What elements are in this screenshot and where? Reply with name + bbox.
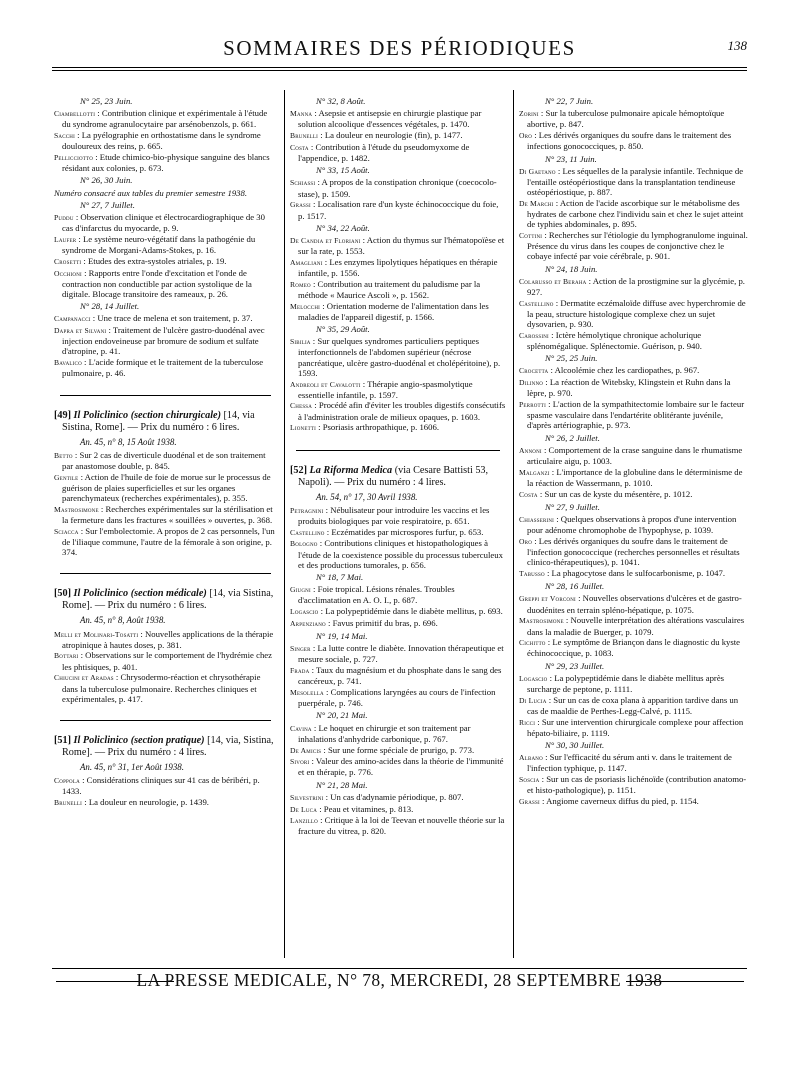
article-title: : Action de la prostigmine sur la glycémie, p. 927.	[527, 275, 745, 297]
article-entry	[290, 177, 506, 198]
article-author: Giugni	[290, 585, 311, 595]
article-author: Mesolella	[290, 688, 324, 698]
journal-issue: An. 45, n° 8, 15 Août 1938.	[80, 436, 177, 447]
article-entry	[519, 365, 749, 376]
article-title: : Psoriasis arthropathique, p. 1606.	[318, 422, 440, 433]
article-author: Ricci	[519, 717, 536, 727]
article-author: Dapra et Silvani	[54, 326, 107, 336]
article-author: Campanacci	[54, 314, 91, 324]
journal-number: [52]	[290, 464, 307, 476]
article-title: : Recherches expérimentales sur la stérilisation et la fermeture dans les fractures « souillées » ouvertes, p. 368.	[62, 503, 273, 525]
article-title: : Le hoquet en chirurgie et son traitement par inhalations d'anhydride carbonique, p. 767.	[298, 722, 471, 744]
article-entry	[54, 212, 277, 233]
article-title: : La douleur en neurologie (fin), p. 1477.	[320, 130, 463, 141]
article-entry	[290, 142, 506, 163]
article-entry	[54, 108, 277, 129]
article-entry	[519, 514, 749, 535]
article-title: : Angiome caverneux diffus du pied, p. 1154.	[542, 796, 699, 807]
journal-heading	[54, 410, 277, 434]
issue-heading: N° 18, 7 Mai.	[316, 572, 364, 583]
article-entry	[519, 593, 749, 614]
column-right	[519, 94, 749, 808]
page-header	[52, 34, 747, 64]
article-title: : Une trace de melena et son traitement, p. 37.	[92, 313, 253, 324]
column-divider	[284, 90, 285, 958]
article-author: Ciambellotti	[54, 109, 96, 119]
article-title: : Un cas d'adynamie périodique, p. 807.	[325, 791, 464, 802]
article-entry	[290, 422, 506, 433]
article-entry	[519, 637, 749, 658]
journal-issue: An. 45, n° 8, Août 1938.	[80, 615, 166, 626]
journal-name: Il Policlinico (section pratique)	[73, 734, 205, 746]
article-title: : La polypeptidémie dans le diabète mellitus, p. 693.	[320, 606, 503, 617]
article-entry	[290, 538, 506, 570]
journal-details: [14, via, Sistina, Rome]. — Prix du numéro : 4 lires.	[62, 734, 274, 758]
article-title: : Complications laryngées au cours de l'infection puerpérale, p. 746.	[298, 687, 496, 709]
article-author: Di Gaetano	[519, 166, 556, 176]
article-author: Mastrosimone	[519, 616, 564, 626]
article-entry	[54, 775, 277, 796]
header-rule-thin	[52, 70, 747, 71]
article-entry	[290, 108, 506, 129]
article-title: : Valeur des amino-acides dans la théorie de l'immunité et en thérapie, p. 776.	[298, 756, 504, 778]
section-separator	[60, 395, 271, 396]
article-entry	[54, 797, 277, 808]
journal-heading	[54, 588, 277, 612]
article-title: : Les séquelles de la paralysie infantile. Technique de l'entaille ostéopériostique dans la transplantation tendineuse ostéopériostique, p. 887.	[527, 165, 744, 198]
article-title: : Eczématides par microspores furfur, p. 653.	[326, 526, 484, 537]
article-author: Bottari	[54, 651, 79, 661]
article-title: : Etudes des extra-systoles atriales, p. 19.	[83, 255, 227, 266]
article-title: : Sur la tuberculose pulmonaire apicale hémoptoïque abortive, p. 847.	[527, 108, 725, 130]
journal-details: [14, via Sistina, Rome]. — Prix du numéro : 6 lires.	[62, 409, 255, 433]
article-title: : L'action de la sympathitectomie lombaire sur le facteur spasme vasculaire dans l'endartérite oblitérante juvénile, d'après artériographie, p. 973.	[527, 398, 745, 431]
issue-heading: N° 32, 8 Août.	[316, 96, 366, 106]
article-author: Dilinno	[519, 378, 544, 388]
article-title: : Observations sur le comportement de l'hydrémie chez les phtisiques, p. 401.	[62, 650, 273, 672]
article-author: Andreoli et Cavalotti	[290, 379, 361, 389]
article-title: : Sur quelques syndromes particuliers peptiques interfonctionnels de l'abdomen supérieur (nécrose pancréatique, ulcère gastro-duodénal et cholépéritoine), p. 1593.	[298, 336, 501, 378]
article-author: Oro	[519, 131, 533, 141]
article-author: Colarusso et Beraha	[519, 276, 587, 286]
article-title: : Thérapie angio-spasmolytique essentielle infantile, p. 1597.	[298, 378, 473, 400]
article-entry	[54, 629, 277, 650]
issue-heading: N° 30, 30 Juillet.	[545, 740, 605, 751]
article-author: De Amicis	[290, 745, 322, 755]
article-author: Melocchi	[290, 301, 321, 311]
article-entry	[54, 234, 277, 255]
article-entry	[519, 130, 749, 151]
article-author: Crocetta	[519, 366, 549, 376]
article-title: : La phagocytose dans le sulfocarbonisme, p. 1047.	[546, 568, 726, 579]
article-entry	[519, 330, 749, 351]
article-entry	[290, 606, 506, 617]
article-entry	[519, 399, 749, 431]
article-author: De Marchi	[519, 198, 554, 208]
article-entry	[290, 235, 506, 256]
article-title: : Sur l'efficacité du sérum anti v. dans le traitement de l'infection typhique, p. 1147.	[527, 752, 732, 774]
issue-heading: N° 26, 30 Juin.	[80, 175, 133, 186]
article-title: : Quelques observations à propos d'une intervention pour adénome chromophobe de l'hypophyse, p. 1039.	[527, 514, 737, 536]
article-title: : Contribution clinique et expérimentale à l'étude du syndrome agranulocytaire par arsénobenzols, p. 661.	[62, 108, 268, 130]
article-author: Di Lucia	[519, 695, 547, 705]
article-entry	[519, 695, 749, 716]
article-author: Coppola	[54, 776, 80, 786]
article-title: : Alcoolémie chez les cardiopathes, p. 967.	[550, 365, 700, 376]
article-author: Logascio	[290, 607, 319, 617]
article-entry	[290, 400, 506, 421]
article-title: : A propos de la constipation chronique (coecocolo-stase), p. 1509.	[298, 177, 497, 199]
journal-issue: An. 54, n° 17, 30 Avril 1938.	[316, 491, 418, 502]
journal-name: Il Policlinico (section chirurgicale)	[73, 409, 221, 421]
issue-heading: N° 28, 14 Juillet.	[80, 301, 140, 312]
article-title: : Orientation moderne de l'alimentation dans les maladies de l'appareil digestif, p. 1566.	[298, 300, 489, 322]
article-title: : Les dérivés organiques du soufre dans le traitement des infections gonococciques, p. 850.	[527, 130, 732, 152]
article-author: Cottini	[519, 230, 543, 240]
journal-details: [14, via Sistina, Rome]. — Prix du numéro : 6 lires.	[62, 588, 274, 612]
article-author: Costa	[519, 489, 538, 499]
article-title: : Nouvelles observations d'ulcères et de gastro-duodénites en terrain spléno-hépatique, p. 1075.	[527, 593, 742, 615]
column-left	[54, 94, 277, 809]
article-author: Zorini	[519, 109, 539, 119]
journal-number: [49]	[54, 409, 71, 421]
article-author: Sivori	[290, 757, 310, 767]
article-entry	[290, 723, 506, 744]
article-entry	[290, 756, 506, 777]
article-entry	[290, 665, 506, 686]
article-author: Betto	[54, 450, 73, 460]
article-author: Sacchi	[54, 131, 75, 141]
issue-heading: N° 28, 16 Juillet.	[545, 581, 605, 592]
article-title: : Nouvelles applications de la thérapie atropinique à hautes doses, p. 381.	[62, 628, 274, 650]
article-author: Melli et Molinari-Tosatti	[54, 629, 139, 639]
journal-name: La Riforma Medica	[309, 464, 393, 476]
article-title: : Sur une intervention chirurgicale complexe pour affection hépato-biliaire, p. 1119.	[527, 716, 744, 738]
article-title: : Traitement de l'ulcère gastro-duodénal avec injection endoveineuse par bromure de sodium et sulfate d'atropine, p. 41.	[62, 325, 265, 357]
section-separator	[60, 573, 271, 574]
article-title: : La douleur en neurologie, p. 1439.	[84, 797, 209, 808]
article-entry	[54, 450, 277, 471]
issue-heading: N° 25, 25 Juin.	[545, 353, 598, 364]
journal-number: [51]	[54, 734, 71, 746]
article-entry	[54, 130, 277, 151]
article-author: Petragnini	[290, 505, 324, 515]
article-author: Oro	[519, 536, 533, 546]
article-entry	[519, 752, 749, 773]
article-entry	[54, 268, 277, 300]
article-author: Carossini	[519, 330, 549, 340]
issue-heading: N° 27, 9 Juillet.	[545, 501, 600, 512]
article-title: : Dermatite eczémaloïde diffuse avec hyperchromie de la peau, structure histologique complexe chez un sujet dysovarien, p. 930.	[527, 297, 746, 330]
article-author: Annoni	[519, 445, 542, 455]
article-author: Tabusso	[519, 569, 545, 579]
article-entry	[54, 325, 277, 357]
article-title: : Contribution au traitement du paludisme par la méthode « Maurice Ascoli », p. 1562.	[298, 278, 481, 300]
article-title: : Action de l'huile de foie de morue sur le processus de guérison de plaies superficielles et sur les organes parenchymateux (recherches expérimentales), p. 355.	[62, 471, 271, 504]
article-entry	[290, 279, 506, 300]
article-entry	[290, 527, 506, 538]
article-author: Sciacca	[54, 526, 79, 536]
issue-heading: N° 33, 15 Août.	[316, 165, 370, 176]
article-entry	[519, 377, 749, 398]
article-author: Soscia	[519, 775, 540, 785]
article-entry	[290, 815, 506, 836]
article-author: Grassi	[519, 797, 540, 807]
article-author: Albano	[519, 753, 543, 763]
article-title: : Contribution à l'étude du pseudomyxome de l'appendice, p. 1482.	[298, 141, 470, 164]
journal-issue: An. 45, n° 31, 1er Août 1938.	[80, 761, 184, 772]
article-author: Crosetti	[54, 256, 82, 266]
article-title: : La pyélographie en orthostatisme dans le syndrome douloureux des reins, p. 665.	[62, 130, 261, 152]
article-title: : Foie tropical. Lésions rénales. Troubles d'acclimatation en A. O. I., p. 687.	[298, 584, 455, 606]
article-title: : Procédé afin d'éviter les troubles digestifs consécutifs à l'administration orale de milieux opaques, p. 1603.	[298, 400, 506, 422]
article-title: : Considérations cliniques sur 41 cas de béribéri, p. 1433.	[62, 775, 260, 797]
article-author: Logascio	[519, 673, 548, 683]
article-title: : La polypeptidémie dans le diabète mellitus après surcharge de peptone, p. 1111.	[527, 672, 725, 695]
article-author: Chiucini et Aradas	[54, 673, 114, 683]
article-author: Grassi	[290, 200, 311, 210]
article-title: : Rapports entre l'onde d'excitation et l'onde de contraction non conductible par action systolique de la digitale. Blocage transitoire des rameaux, p. 26.	[62, 267, 252, 299]
article-title: : Sur 2 cas de diverticule duodénal et de son traitement par anastomose double, p. 845.	[62, 449, 266, 471]
page-title: SOMMAIRES DES PÉRIODIQUES	[223, 36, 576, 60]
article-entry	[290, 745, 506, 756]
article-author: Arpenziano	[290, 618, 326, 628]
page-number: 138	[727, 38, 747, 53]
article-title: : Ictère hémolytique chronique acholurique splénomégalique. Splénectomie. Guérison, p. 940.	[527, 329, 702, 351]
article-title: : Sur une forme spéciale de prurigo, p. 773.	[323, 744, 475, 755]
issue-heading: N° 20, 21 Mai.	[316, 710, 368, 721]
article-title: : Favus primitif du bras, p. 696.	[328, 617, 438, 628]
footer-rule	[52, 968, 747, 969]
article-entry	[519, 673, 749, 694]
article-entry	[54, 650, 277, 671]
article-title: : L'importance de la globuline dans le déterminisme de la réaction de Wassermann, p. 1010.	[527, 466, 743, 488]
section-separator	[296, 450, 500, 451]
article-entry	[519, 489, 749, 500]
article-entry	[290, 379, 506, 400]
column-middle	[290, 94, 506, 837]
article-author: Brunelli	[290, 131, 319, 141]
article-entry	[54, 256, 277, 267]
article-author: Frada	[290, 666, 310, 676]
article-entry	[519, 108, 749, 129]
article-title: : Asepsie et antisepsie en chirurgie plastique par solution alcoolique d'essences végétales, p. 1470.	[298, 108, 482, 130]
article-title: : La réaction de Witebsky, Klingstein et Ruhn dans la lèpre, p. 970.	[527, 377, 731, 399]
article-author: Romeo	[290, 279, 311, 289]
article-author: Laufer	[54, 234, 77, 244]
article-title: : Action de l'acide ascorbique sur le métabolisme des hydrates de carbone chez l'individu sain et chez le sujet atteint de typhies abdominales, p. 895.	[527, 197, 744, 230]
article-entry	[290, 301, 506, 322]
issue-heading: N° 23, 11 Juin.	[545, 153, 597, 164]
article-author: Chiasserini	[519, 515, 555, 525]
issue-note: Numéro consacré aux tables du premier semestre 1938.	[54, 187, 248, 198]
article-entry	[54, 672, 277, 704]
article-author: Sibilia	[290, 337, 311, 347]
article-title: : Critique à la loi de Teevan et nouvelle théorie sur la fracture du vitrea, p. 820.	[298, 815, 505, 837]
article-title: : Recherches sur l'étiologie du lymphogranulome inguinal. Présence du virus dans les coupes de conjonctive chez le cobaye infecté par voie cérébrale, p. 901.	[527, 229, 748, 262]
article-author: Perrotti	[519, 399, 546, 409]
article-title: : Le système neuro-végétatif dans la pathogénie du syndrome de Morgani-Adams-Stokes, p. 16.	[62, 233, 256, 256]
article-entry	[290, 584, 506, 605]
issue-heading: N° 35, 29 Août.	[316, 324, 370, 335]
article-entry	[290, 687, 506, 708]
article-title: : Sur l'embolectomie. A propos de 2 cas personnels, l'un de l'iliaque commune, l'autre de la fémorale à son origine, p. 374.	[62, 525, 275, 558]
journal-details: (via Cesare Battisti 53, Napoli). — Prix du numéro : 4 lires.	[298, 464, 489, 488]
article-entry	[54, 504, 277, 525]
article-entry	[519, 717, 749, 738]
article-author: Chessa	[290, 401, 313, 411]
article-author: Singer	[290, 644, 311, 654]
article-title: : Observation clinique et électrocardiographique de 30 cas d'infarctus du myocarde, p. 9.	[62, 212, 265, 234]
article-title: : Action du thymus sur l'hématopoïèse et sur la rate, p. 1553.	[298, 234, 505, 257]
issue-heading: N° 21, 28 Mai.	[316, 779, 368, 790]
article-author: Cavina	[290, 723, 312, 733]
article-author: Schiassi	[290, 178, 316, 188]
article-entry	[290, 618, 506, 629]
article-entry	[290, 199, 506, 220]
article-entry	[519, 166, 749, 198]
article-title: : Taux du magnésium et du phosphate dans le sang des cancéreux, p. 741.	[298, 665, 502, 687]
article-entry	[54, 472, 277, 504]
article-title: : Peau et vitamines, p. 813.	[319, 803, 414, 814]
article-entry	[54, 152, 277, 173]
article-author: Lionetti	[290, 423, 316, 433]
article-title: : Sur un cas de kyste du mésentère, p. 1012.	[539, 488, 693, 499]
article-title: : Sur un cas de coxa plana à apparition tardive dans un cas de maaldie de Perthes-Legg-Calvé, p. 1115.	[527, 694, 739, 716]
article-author: Manna	[290, 109, 313, 119]
section-separator	[60, 720, 271, 721]
article-title: : Nébulisateur pour introduire les vaccins et les produits biologiques par voie respiratoire, p. 651.	[298, 504, 490, 526]
article-entry	[519, 615, 749, 636]
article-title: : Etude chimico-bio-physique sanguine des blancs résidant aux colonies, p. 673.	[62, 152, 270, 174]
article-entry	[290, 792, 506, 803]
column-divider	[513, 90, 514, 958]
article-author: Puddu	[54, 213, 74, 223]
article-entry	[519, 230, 749, 262]
issue-heading: N° 34, 22 Août.	[316, 222, 370, 233]
article-title: : Comportement de la crase sanguine dans le rhumatisme articulaire aigu, p. 1003.	[527, 444, 743, 466]
article-entry	[519, 774, 749, 795]
article-entry	[290, 336, 506, 378]
article-author: Gentile	[54, 472, 79, 482]
article-title: : Les dérivés organiques du soufre dans le traitement de l'infection gonococcique (recherches personnelles et résultats clinico-thérapeutiques), p. 1041.	[527, 535, 740, 568]
article-title: : La lutte contre le diabète. Innovation thérapeutique et mesure sociale, p. 727.	[298, 643, 504, 665]
article-author: Costa	[290, 142, 309, 152]
article-entry	[519, 467, 749, 488]
article-title: : Sur un cas de psoriasis lichénoïde (contribution anatomo- et histo-pathologique), p. 1151.	[527, 774, 747, 796]
article-author: Greppi et Vorconi	[519, 594, 576, 604]
journal-heading	[290, 465, 506, 489]
issue-heading: N° 26, 2 Juillet.	[545, 432, 600, 443]
article-author: Mastrosimone	[54, 504, 99, 514]
issue-heading: N° 19, 14 Mai.	[316, 631, 368, 642]
article-entry	[519, 568, 749, 579]
article-author: Brunelli	[54, 798, 83, 808]
article-entry	[519, 298, 749, 330]
article-author: Pellicciotto	[54, 153, 94, 163]
article-title: : Chrysodermo-réaction et chrysothérapie dans la tuberculose pulmonaire. Recherches cliniques et expérimentales, p. 417.	[62, 672, 261, 704]
article-entry	[54, 526, 277, 558]
header-rule	[52, 67, 747, 68]
article-entry	[519, 276, 749, 297]
article-author: Bavalico	[54, 358, 82, 368]
article-entry	[290, 804, 506, 815]
article-title: : Nouvelle interprétation des altérations vasculaires dans la maladie de Buerger, p. 1079.	[527, 615, 745, 637]
article-entry	[290, 505, 506, 526]
issue-heading: N° 25, 23 Juin.	[80, 96, 133, 106]
article-entry	[54, 357, 277, 378]
article-author: Occhioni	[54, 268, 82, 278]
article-author: De Luca	[290, 804, 318, 814]
issue-heading: N° 24, 18 Juin.	[545, 263, 598, 274]
article-entry	[519, 796, 749, 807]
article-author: Cichitto	[519, 638, 546, 648]
page-footer: LA PRESSE MEDICALE, N° 78, MERCREDI, 28 SEPTEMBRE 1938	[136, 970, 663, 990]
issue-heading: N° 27, 7 Juillet.	[80, 199, 135, 210]
article-author: Castellino	[519, 298, 554, 308]
article-entry	[290, 130, 506, 141]
article-entry	[519, 198, 749, 230]
article-author: Bologno	[290, 539, 318, 549]
journal-name: Il Policlinico (section médicale)	[73, 588, 207, 600]
article-entry	[519, 536, 749, 568]
article-title: : Localisation rare d'un kyste échinococcique du foie, p. 1517.	[298, 199, 499, 221]
article-author: Silvestrini	[290, 792, 324, 802]
article-title: : Le symptôme de Briançon dans le diagnostic du kyste échinococcique, p. 1083.	[527, 637, 741, 659]
article-author: Malganzi	[519, 467, 550, 477]
issue-heading: N° 29, 23 Juillet.	[545, 660, 605, 671]
article-author: Castellino	[290, 527, 325, 537]
journal-number: [50]	[54, 588, 71, 600]
article-title: : L'acide formique et le traitement de la tuberculose pulmonaire, p. 46.	[62, 357, 264, 379]
journal-heading	[54, 735, 277, 759]
article-entry	[519, 445, 749, 466]
article-author: De Candia et Floriani	[290, 235, 361, 245]
article-author: Lanzillo	[290, 816, 318, 826]
issue-heading: N° 22, 7 Juin.	[545, 96, 594, 106]
article-author: Amagliani	[290, 257, 323, 267]
article-entry	[290, 257, 506, 278]
article-title: : Contributions cliniques et histopathologiques à l'étude de la coexistence possible du processus tuberculeux et des productions tumorales, p. 656.	[298, 538, 503, 570]
article-entry	[290, 643, 506, 664]
article-title: : Les enzymes lipolytiques hépatiques en thérapie infantile, p. 1556.	[298, 256, 498, 279]
article-entry	[54, 313, 277, 324]
